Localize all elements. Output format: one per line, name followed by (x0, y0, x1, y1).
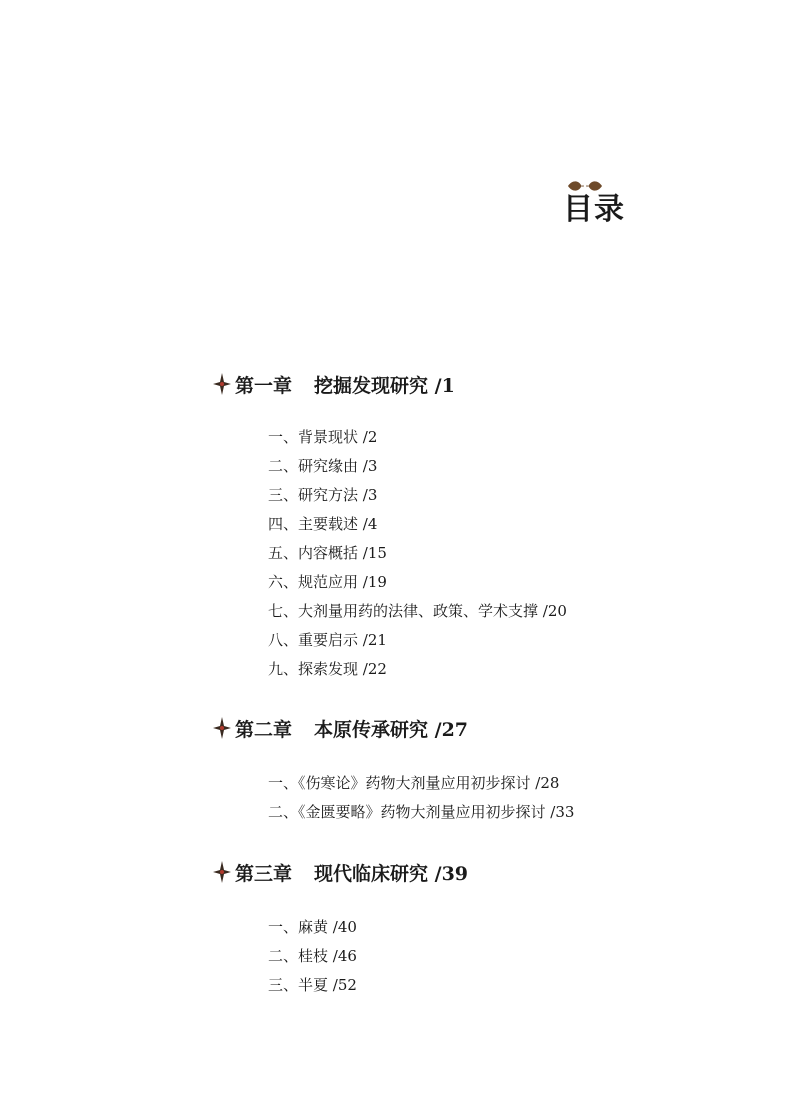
chapter-star-icon (213, 717, 231, 739)
chapter-2-number: 第二章 (235, 718, 293, 741)
toc-entry: 二、《金匮要略》药物大剂量应用初步探讨 /33 (268, 803, 575, 821)
toc-entry: 三、研究方法 /3 (268, 486, 378, 504)
toc-entry: 一、背景现状 /2 (268, 428, 378, 446)
chapter-2-heading (213, 713, 468, 743)
toc-entry: 一、《伤寒论》药物大剂量应用初步探讨 /28 (268, 774, 560, 792)
toc-entry: 八、重要启示 /21 (268, 631, 387, 649)
page-title: 目录 (563, 192, 625, 227)
chapter-3-number: 第三章 (235, 862, 293, 885)
toc-entry: 四、主要载述 /4 (268, 515, 378, 533)
toc-entry: 五、内容概括 /15 (268, 544, 387, 562)
chapter-1-number: 第一章 (235, 374, 293, 397)
toc-entry: 一、麻黄 /40 (268, 918, 357, 936)
chapter-3-heading (213, 857, 468, 887)
toc-entry: 二、桂枝 /46 (268, 947, 357, 965)
chapter-1-name: 挖掘发现研究 /1 (314, 374, 455, 397)
toc-entry: 九、探索发现 /22 (268, 660, 387, 678)
toc-entry: 六、规范应用 /19 (268, 573, 387, 591)
chapter-1-heading (213, 369, 455, 399)
chapter-star-icon (213, 373, 231, 395)
chapter-star-icon (213, 861, 231, 883)
toc-entry: 二、研究缘由 /3 (268, 457, 378, 475)
toc-entry: 七、大剂量用药的法律、政策、学术支撑 /20 (268, 602, 567, 620)
chapter-2-name: 本原传承研究 /27 (314, 718, 469, 741)
toc-entry: 三、半夏 /52 (268, 976, 357, 994)
chapter-3-name: 现代临床研究 /39 (314, 862, 469, 885)
title-ornament-icon (566, 180, 604, 192)
